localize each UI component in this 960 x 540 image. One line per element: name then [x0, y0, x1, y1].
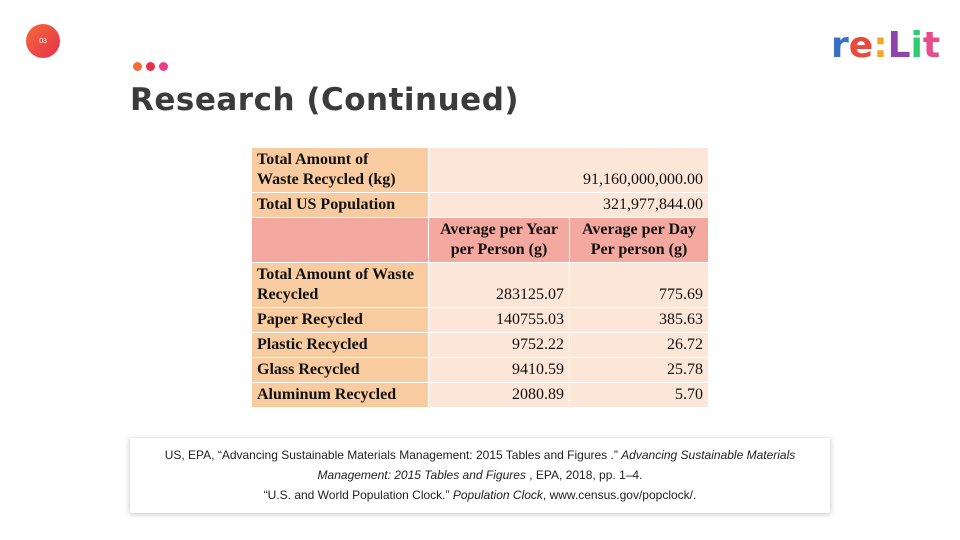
per-year-value: 140755.03 [429, 308, 570, 333]
table-row [252, 358, 709, 383]
us-population-value: 321,977,844.00 [429, 193, 709, 218]
row-header-aluminum: Aluminum Recycled [252, 383, 429, 408]
row-header-plastic: Plastic Recycled [252, 333, 429, 358]
per-day-value: 5.70 [570, 383, 709, 408]
relit-logo [831, 24, 940, 64]
logo-letter-i: i [910, 25, 923, 66]
table-row [252, 148, 709, 193]
slide-title: Research (Continued) [130, 82, 520, 118]
logo-letter-r: r [831, 25, 849, 66]
page-number-badge [26, 24, 60, 58]
dot-1 [133, 62, 142, 71]
dot-2 [146, 62, 155, 71]
citation-text: US, EPA, “Advancing Sustainable Materials Management: 2015 Tables and Figures .” [164, 448, 622, 462]
total-waste-kg-value: 91,160,000,000.00 [429, 148, 709, 193]
citation-box [130, 438, 830, 513]
citation-italic: Population Clock [452, 488, 543, 502]
blank-header-cell [252, 218, 429, 263]
row-header-total-waste-kg [252, 148, 429, 193]
logo-colon: : [873, 25, 888, 66]
table-row [252, 193, 709, 218]
citation-text: “U.S. and World Population Clock.” [263, 488, 453, 502]
recycling-data-table [251, 147, 709, 408]
citation-epa [130, 445, 830, 485]
per-day-value: 775.69 [570, 263, 709, 308]
citation-census [130, 485, 830, 505]
decorative-dots [133, 62, 168, 71]
citation-italic: Management: 2015 Tables and Figures [317, 468, 526, 482]
per-day-value: 385.63 [570, 308, 709, 333]
logo-letter-L: L [887, 25, 911, 66]
row-header-total-waste: Total Amount of Waste Recycled [252, 263, 429, 308]
dot-3 [159, 62, 168, 71]
row-header-paper: Paper Recycled [252, 308, 429, 333]
logo-letter-e: e [848, 25, 874, 66]
table-row [252, 333, 709, 358]
page-number: 03 [39, 37, 47, 45]
citation-italic: Advancing Sustainable Materials [621, 448, 796, 462]
row-header-line: Total Amount of [257, 151, 369, 168]
column-header-per-year: Average per Year per Person (g) [429, 218, 570, 263]
column-header-per-day: Average per Day Per person (g) [570, 218, 709, 263]
table-header-row [252, 218, 709, 263]
per-year-value: 2080.89 [429, 383, 570, 408]
per-day-value: 25.78 [570, 358, 709, 383]
citation-text: , www.census.gov/popclock/. [542, 488, 697, 502]
row-header-glass: Glass Recycled [252, 358, 429, 383]
per-day-value: 26.72 [570, 333, 709, 358]
table-row [252, 263, 709, 308]
row-header-line: Waste Recycled (kg) [257, 171, 396, 188]
table-row [252, 308, 709, 333]
per-year-value: 9410.59 [429, 358, 570, 383]
per-year-value: 283125.07 [429, 263, 570, 308]
logo-letter-t: t [922, 25, 941, 66]
table-row [252, 383, 709, 408]
row-header-us-population: Total US Population [252, 193, 429, 218]
citation-text: , EPA, 2018, pp. 1–4. [525, 468, 643, 482]
per-year-value: 9752.22 [429, 333, 570, 358]
